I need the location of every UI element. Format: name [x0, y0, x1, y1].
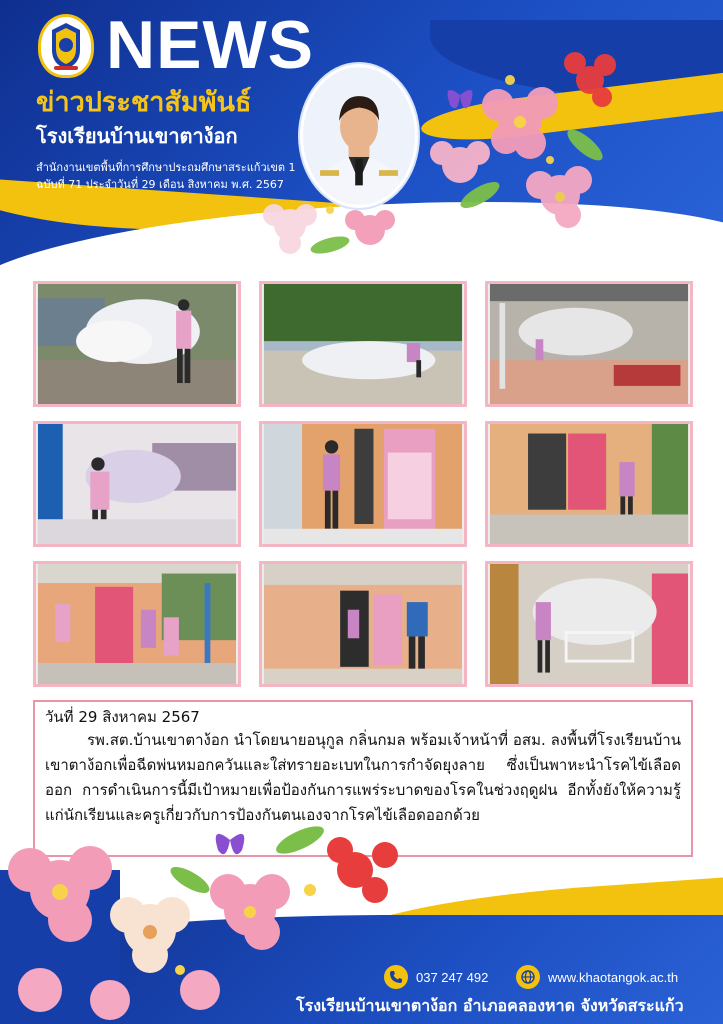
school-seal-icon — [38, 14, 94, 78]
headline-school-name: โรงเรียนบ้านเขาตาง้อก — [36, 124, 238, 148]
staff-group-photo — [33, 561, 241, 687]
fogging-room-photo — [485, 561, 693, 687]
fogging-building-photo — [485, 421, 693, 547]
phone-contact — [384, 965, 488, 989]
news-title: NEWS — [106, 7, 314, 83]
official-portrait-icon — [300, 64, 418, 208]
staff-doorway-photo — [259, 561, 467, 687]
photo-grid — [33, 281, 693, 687]
headline-public-relations: ข่าวประชาสัมพันธ์ — [36, 87, 252, 118]
globe-icon — [516, 965, 540, 989]
article-date: วันที่ 29 สิงหาคม 2567 — [45, 708, 200, 726]
flowers-decoration-top — [230, 25, 630, 275]
fogging-hall-photo — [33, 421, 241, 547]
web-contact — [516, 965, 678, 989]
issue-line: ฉบับที่ 71 ประจำวันที่ 29 เดือน สิงหาคม พ.ศ. 2567 — [36, 178, 284, 191]
article-body: รพ.สต.บ้านเขาตาง้อก นำโดยนายอนุกูล กลิ่นกมล พร้อมเจ้าหน้าที่ อสม. ลงพื้นที่โรงเรียนบ้านเขาตาง้อกเพื่อฉีดพ่นหมอกควันและใส่ทรายอะเบทในการกำจัดยุงลาย ซึ่งเป็นพาหะนำโรคไข้เลือดออก การดำเนินการนี้มีเป้าหมายเพื่อป้องกันการแพร่ระบาดของโรคในช่วงฤดูฝน อีกทั้งยังให้ความรู้แก่นักเรียนและครูเกี่ยวกับการป้องกันตนเองจากโรคไข้เลือดออกด้วย — [45, 731, 681, 824]
phone-icon — [384, 965, 408, 989]
website-url[interactable]: www.khaotangok.ac.th — [548, 969, 679, 985]
phone-number: 037 247 492 — [416, 969, 489, 985]
fogging-corridor-photo — [485, 281, 693, 407]
fogging-garden-photo — [259, 281, 467, 407]
office-line: สำนักงานเขตพื้นที่การศึกษาประถมศึกษาสระแก้วเขต 1 — [36, 161, 296, 174]
footer-school-address: โรงเรียนบ้านเขาตาง้อก อำเภอคลองหาด จังหวัดสระแก้ว — [296, 996, 684, 1015]
fogging-outdoor-photo — [33, 281, 241, 407]
flowers-decoration-bottom — [0, 780, 430, 1024]
fogging-classroom-door-photo — [259, 421, 467, 547]
